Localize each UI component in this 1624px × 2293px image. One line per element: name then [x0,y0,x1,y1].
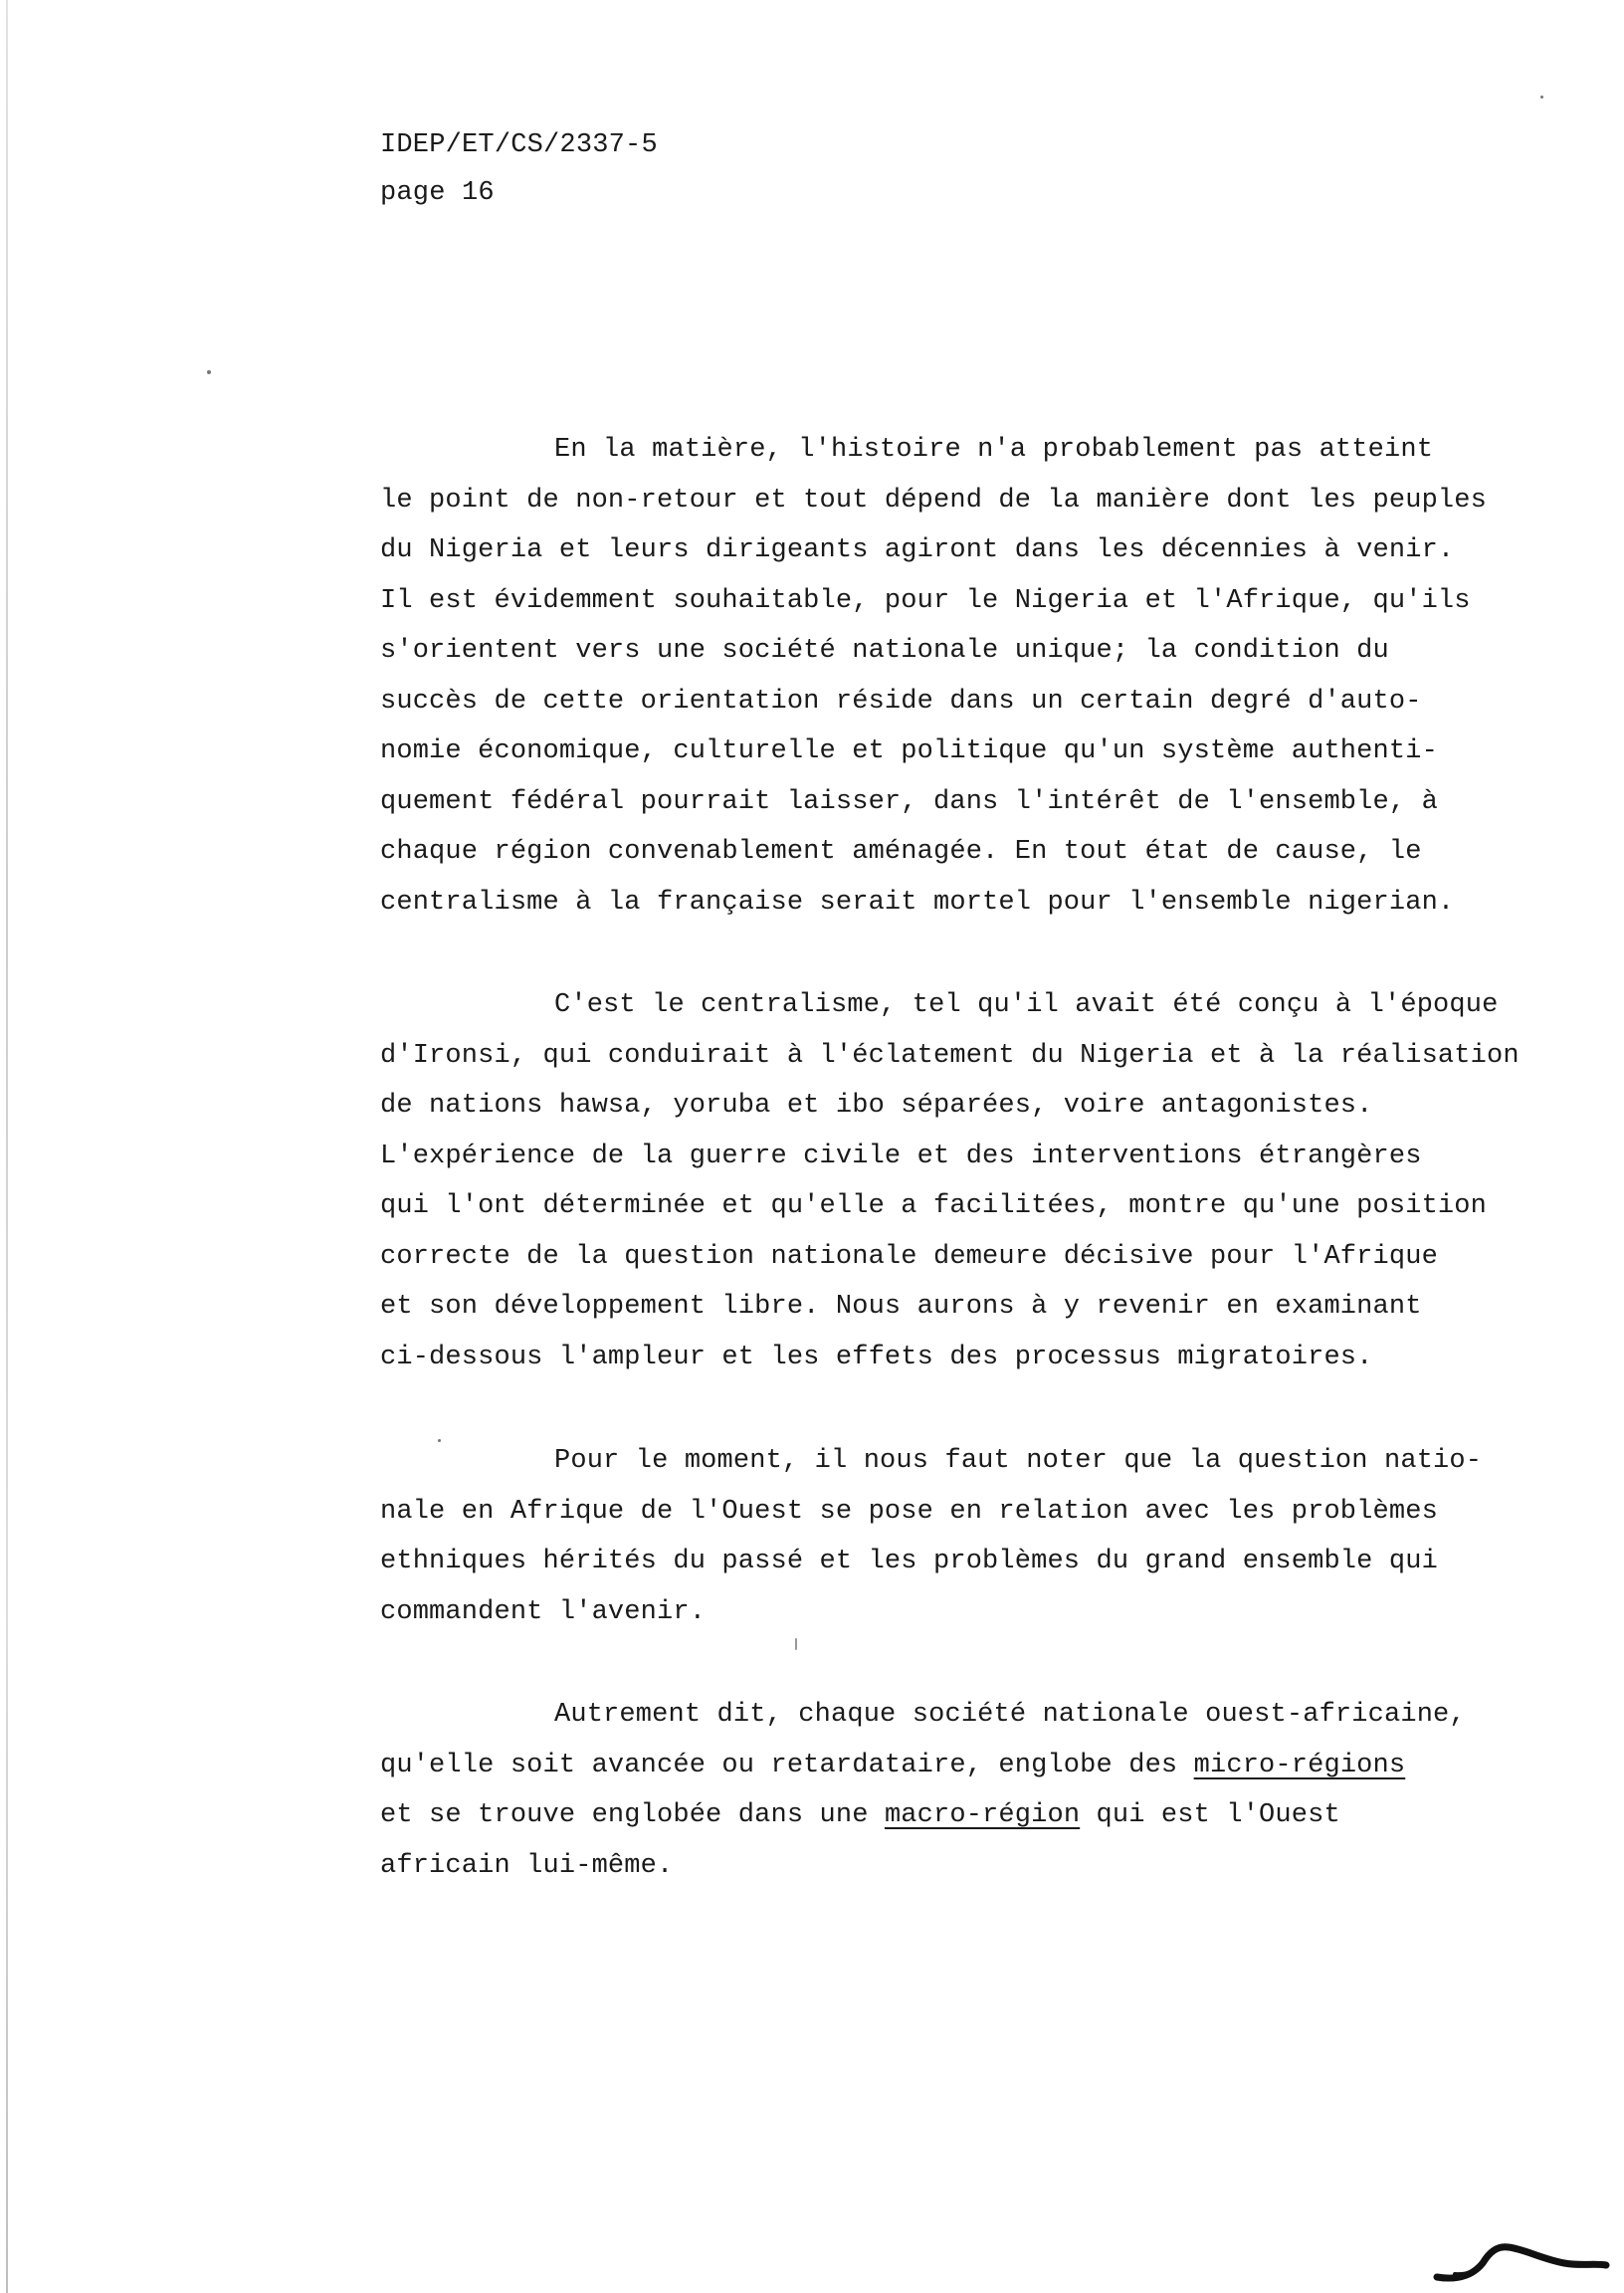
underlined-term-macro-region: macro-région [884,1800,1081,1830]
paragraph-line: du Nigeria et leurs dirigeants agiront dans les décennies à venir. [380,535,1455,565]
page-number: page 16 [380,178,495,208]
underlined-term-micro-regions: micro-régions [1193,1750,1406,1780]
paragraph-line: ci-dessous l'ampleur et les effets des processus migratoires. [380,1342,1373,1372]
paragraph-line: C'est le centralisme, tel qu'il avait été conçu à l'époque [554,990,1499,1020]
paragraph-2 [380,980,1584,1382]
paragraph-line: nale en Afrique de l'Ouest se pose en relation avec les problèmes [380,1496,1438,1527]
scan-speck [795,1638,797,1650]
paragraph-line [380,1741,1584,1791]
line-text: et se trouve englobée dans une [380,1800,885,1830]
paragraph-line: centralisme à la française serait mortel pour l'ensemble nigerian. [380,887,1455,918]
paragraph-line: Autrement dit, chaque société nationale ouest-africaine, [554,1700,1466,1730]
paragraph-line: Il est évidemment souhaitable, pour le Nigeria et l'Afrique, qu'ils [380,585,1471,616]
handwritten-mark-icon [1431,2235,1610,2285]
scan-speck [207,370,211,374]
paragraph-line: et son développement libre. Nous aurons à y revenir en examinant [380,1292,1422,1322]
line-text: qui est l'Ouest [1080,1800,1340,1830]
paragraph-line: quement fédéral pourrait laisser, dans l'intérêt de l'ensemble, à [380,786,1438,817]
paragraph-line: d'Ironsi, qui conduirait à l'éclatement du Nigeria et à la réalisation [380,1040,1520,1071]
scan-speck [438,1439,441,1442]
paragraph-line: En la matière, l'histoire n'a probablement pas atteint [554,435,1434,465]
paragraph-line: de nations hawsa, yoruba et ibo séparées, voire antagonistes. [380,1091,1373,1121]
paragraph-4 [380,1690,1584,1891]
paragraph-line: chaque région convenablement aménagée. En tout état de cause, le [380,837,1422,867]
document-reference: IDEP/ET/CS/2337-5 [380,130,658,160]
scan-speck [1540,96,1543,99]
line-text: qu'elle soit avancée ou retardataire, englobe des [380,1750,1194,1780]
paragraph-line [380,1790,1584,1841]
paragraph-line: qui l'ont déterminée et qu'elle a facilitées, montre qu'une position [380,1191,1487,1221]
paragraph-line: ethniques hérités du passé et les problèmes du grand ensemble qui [380,1547,1438,1576]
paragraph-line: commandent l'avenir. [380,1596,707,1627]
paragraph-3 [380,1436,1584,1637]
paragraph-line: nomie économique, culturelle et politique qu'un système authenti- [380,736,1438,766]
paragraph-line: africain lui-même. [380,1850,674,1881]
paragraph-line: le point de non-retour et tout dépend de la manière dont les peuples [380,485,1487,516]
document-header [380,121,658,217]
paragraph-line: Pour le moment, il nous faut noter que la question natio- [554,1446,1483,1476]
paragraph-line: s'orientent vers une société nationale unique; la condition du [380,636,1389,666]
paragraph-1 [380,425,1584,928]
paragraph-line: correcte de la question nationale demeure décisive pour l'Afrique [380,1241,1438,1272]
scan-edge [6,0,8,2293]
paragraph-line: succès de cette orientation réside dans un certain degré d'auto- [380,686,1422,717]
paragraph-line: L'expérience de la guerre civile et des interventions étrangères [380,1141,1422,1171]
